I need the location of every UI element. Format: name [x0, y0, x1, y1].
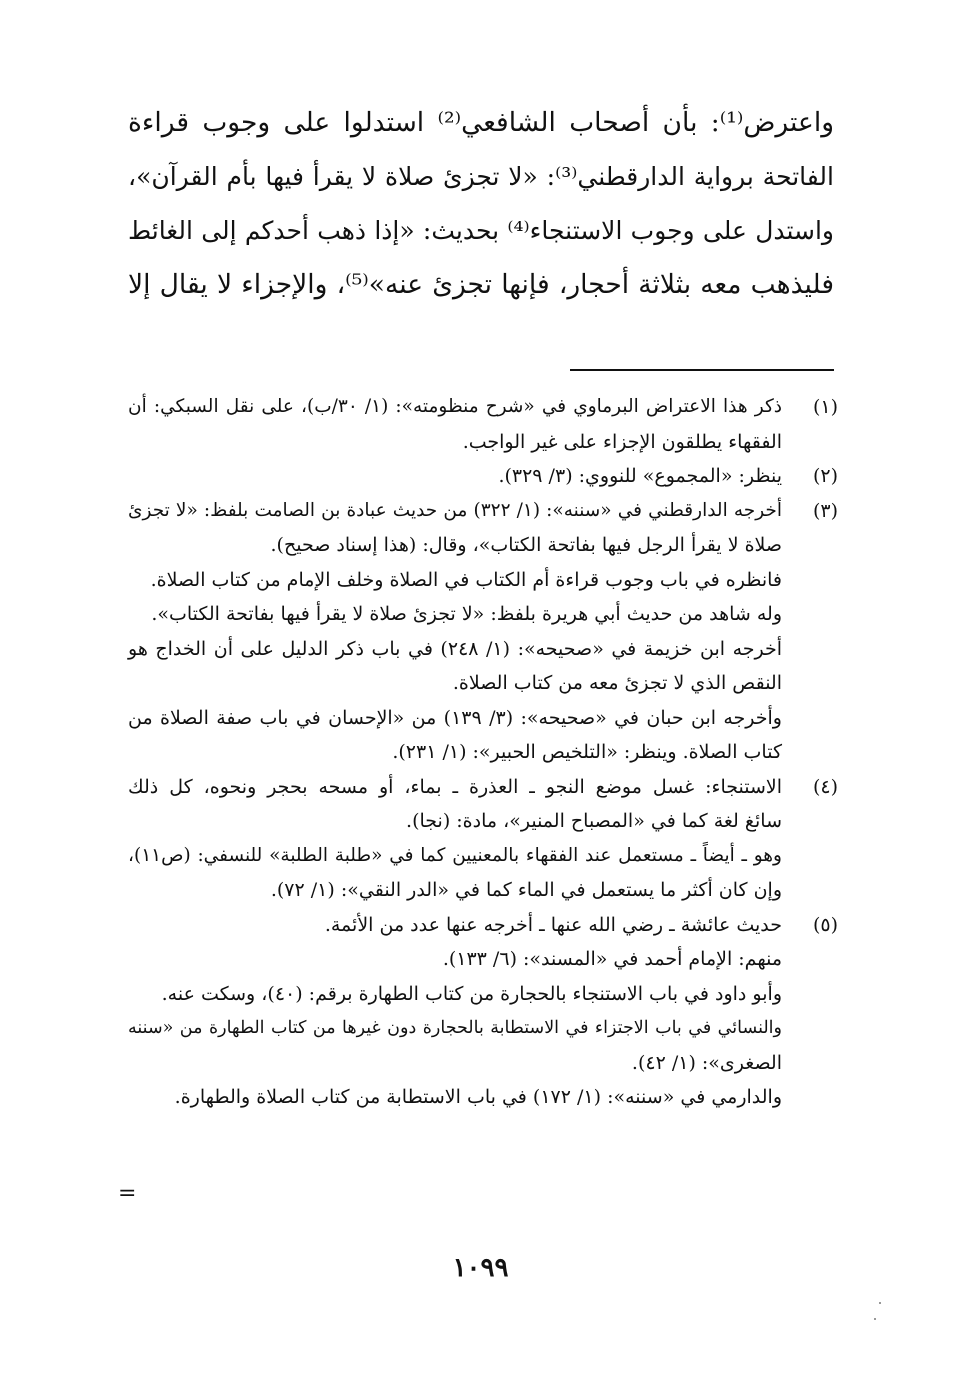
- footnote-line: ينظر: «المجموع» للنووي: (٣/ ٣٢٩).: [498, 465, 782, 487]
- footnote-line: سائغ لغة كما في «المصباح المنير»، مادة: (نجا).: [406, 810, 782, 832]
- footnote-line: أخرجه ابن خزيمة في «صحيحه»: (١/ ٢٤٨) في باب ذكر الدليل على أن الخداج هو: [128, 637, 783, 660]
- footnote-1: [128, 390, 838, 459]
- main-text-line: فليذهب معه بثلاثة أحجار، فإنها تجزئ عنه»⁽⁵⁾، والإجزاء لا يقال إلا: [128, 269, 834, 300]
- footnote-line: الصغرى»: (١/ ٤٢).: [631, 1051, 782, 1074]
- footnote-line: والنسائي في باب الاجتزاء في الاستطابة بالحجارة دون غيرها من كتاب الطهارة من «سننه: [128, 1018, 782, 1038]
- main-text: [128, 96, 834, 312]
- footnote-number: (٥): [812, 913, 838, 936]
- main-text-line: واعترض⁽¹⁾: بأن أصحاب الشافعي⁽²⁾ استدلوا على وجوب قراءة: [128, 107, 835, 138]
- footnote-line: الفقهاء يطلقون الإجزاء على غير الواجب.: [462, 430, 782, 453]
- scan-speck: [874, 1318, 876, 1320]
- footnote-5: [128, 908, 838, 1115]
- footnotes: [128, 390, 838, 1115]
- footnote-line: وأبو داود في باب الاستنجاء بالحجارة من كتاب الطهارة برقم: (٤٠)، وسكت عنه.: [161, 982, 782, 1005]
- footnote-number: (٣): [812, 499, 838, 522]
- footnote-3: [128, 494, 838, 770]
- footnote-line: صلاة لا يقرأ الرجل فيها بفاتحة الكتاب»، وقال: (هذا إسناد صحيح).: [270, 534, 782, 556]
- footnote-line: وهو ـ أيضاً ـ مستعمل عند الفقهاء بالمعنيين كما في «طلبة الطلبة» للنسفي: (ص١١)،: [128, 844, 782, 866]
- footnote-number: (٤): [812, 775, 838, 798]
- footnote-line: ذكر هذا الاعتراض البرماوي في «شرح منظومته»: (١/ ٣٠/ب)، على نقل السبكي: أن: [128, 396, 782, 417]
- footnote-line: والدارمي في «سننه»: (١/ ١٧٢) في باب الاستطابة من كتاب الصلاة والطهارة.: [174, 1086, 782, 1108]
- footnote-line: الاستنجاء: غسل موضع النجو ـ العذرة ـ بماء، أو مسحه بحجر ونحوه، كل ذلك: [128, 775, 782, 798]
- main-text-line: الفاتحة برواية الدارقطني⁽³⁾: «لا تجزئ صلاة لا يقرأ فيها بأم القرآن»،: [128, 162, 834, 191]
- footnote-number: (١): [812, 396, 838, 418]
- footnote-line: النقص الذي لا تجزئ معه من كتاب الصلاة.: [452, 672, 782, 694]
- footnote-line: وإن كان أكثر ما يستعمل في الماء كما في «الدر النقي»: (١/ ٧٢).: [270, 879, 782, 901]
- footnote-line: فانظره في باب وجوب قراءة أم الكتاب في الصلاة وخلف الإمام من كتاب الصلاة.: [150, 568, 782, 591]
- footnote-line: كتاب الصلاة. وينظر: «التلخيص الحبير»: (١/ ٢٣١).: [392, 741, 782, 763]
- footnote-line: أخرجه الدارقطني في «سننه»: (١/ ٣٢٢) من حديث عبادة بن الصامت بلفظ: «لا تجزئ: [128, 499, 782, 521]
- footnote-4: [128, 770, 838, 908]
- scan-speck: [879, 1302, 881, 1304]
- footnote-line: حديث عائشة ـ رضي الله عنها ـ أخرجه عنها عدد من الأئمة.: [324, 913, 782, 936]
- main-text-line: واستدل على وجوب الاستنجاء⁽⁴⁾ بحديث: «إذا ذهب أحدكم إلى الغائط: [128, 216, 834, 245]
- footnote-line: وله شاهد من حديث أبي هريرة بلفظ: «لا تجزئ صلاة لا يقرأ فيها بفاتحة الكتاب».: [151, 603, 782, 625]
- footnote-line: وأخرجه ابن حبان في «صحيحه»: (٣/ ١٣٩) من «الإحسان في باب صفة الصلاة من: [128, 706, 782, 729]
- continuation-mark: =: [118, 1181, 137, 1206]
- footnote-line: منهم: الإمام أحمد في «المسند»: (٦/ ١٣٣).: [442, 948, 782, 970]
- footnote-2: [128, 459, 838, 494]
- footnote-separator: [570, 369, 834, 371]
- footnote-number: (٢): [812, 465, 838, 487]
- page-number: ١٠٩٩: [452, 1253, 509, 1283]
